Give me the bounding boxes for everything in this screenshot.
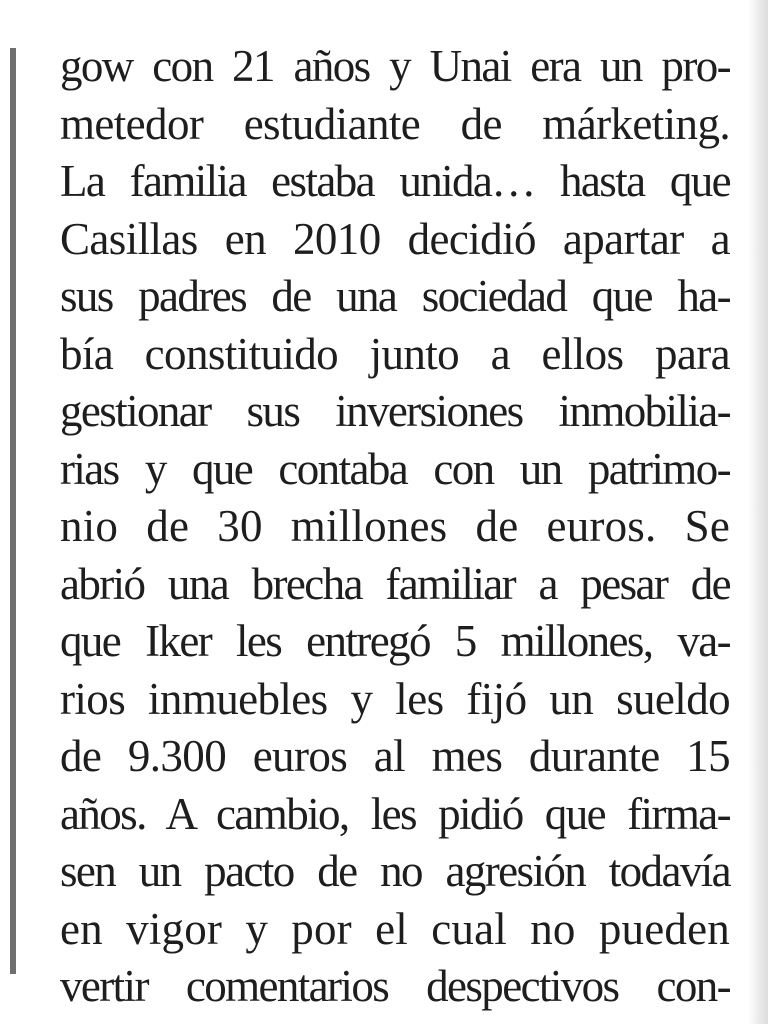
article-line: que Iker les entregó 5 millones, va- [60,616,730,666]
article-line: en vigor y por el cual no pueden [60,903,730,954]
column-divider-rule [10,48,16,974]
article-line: de 9.300 euros al mes durante 15 [60,731,730,781]
page-edge-shadow [748,0,768,1024]
article-line: abrió una brecha familiar a pesar de [60,558,730,609]
article-line: nio de 30 millones de euros. Se [60,501,730,551]
article-line: años. A cambio, les pidió que firma- [60,788,730,839]
article-line: metedor estudiante de márketing. [60,98,730,149]
article-line: La familia estaba unida… hasta que [60,156,730,206]
article-line: sen un pacto de no agresión todavía [60,846,730,896]
article-line: vertir comentarios despectivos con- [60,961,730,1011]
article-line: gestionar sus inversiones inmobilia- [60,386,730,436]
article-line: rias y que contaba con un patrimo- [60,443,730,494]
article-line: gow con 21 años y Unai era un pro- [60,41,730,91]
article-line: sus padres de una sociedad que ha- [60,271,730,321]
article-text-column [60,38,730,1016]
article-line: Casillas en 2010 decidió apartar a [60,213,730,264]
article-line: bía constituido junto a ellos para [60,328,730,379]
article-line: rios inmuebles y les fijó un sueldo [60,673,730,724]
